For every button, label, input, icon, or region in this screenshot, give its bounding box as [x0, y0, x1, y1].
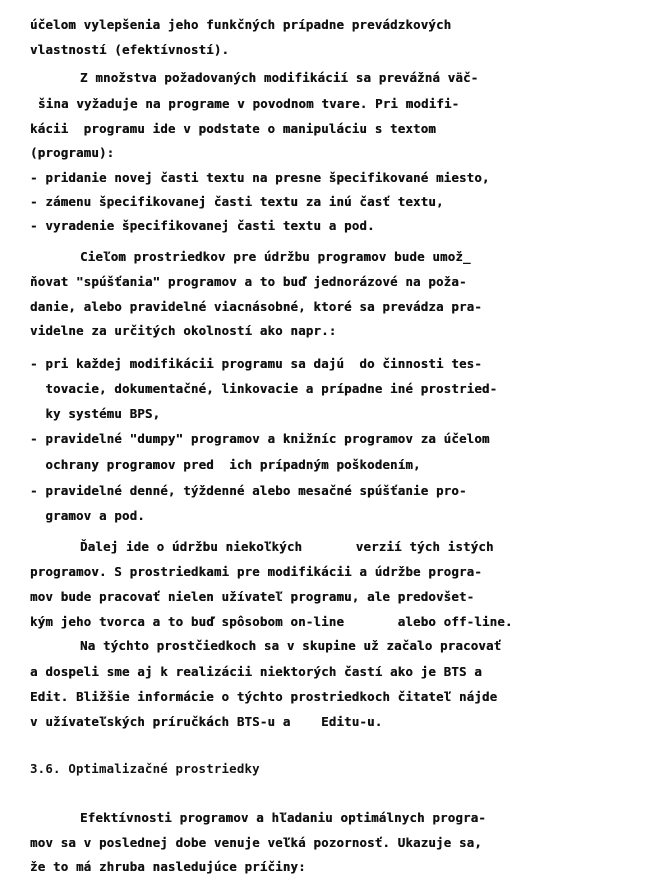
- modification-line-2: šina vyžaduje na programe v povodnom tvare. Pri modifi-: [38, 96, 460, 111]
- modification-list-item-3: - vyradenie špecifikovanej časti textu a pod.: [30, 218, 375, 233]
- work-line-4: v užívateľských príručkách BTS-u a Editu-u.: [30, 714, 383, 729]
- final-line-2: mov sa v poslednej dobe venuje veľká pozornosť. Ukazuje sa,: [30, 835, 482, 850]
- goal-line-1: Cieľom prostriedkov pre údržbu programov bude umož_: [80, 249, 471, 264]
- examples-list-line-2: tovacie, dokumentačné, linkovacie a prípadne iné prostried-: [30, 381, 498, 396]
- section-title: Optimalizačné prostriedky: [68, 761, 260, 776]
- final-line-3: že to má zhruba nasledujúce príčiny:: [30, 859, 306, 874]
- versions-line-3: mov bude pracovať nielen užívateľ programu, ale predovšet-: [30, 589, 475, 604]
- goal-line-4: videlne za určitých okolností ako napr.:: [30, 323, 337, 338]
- work-line-3: Edit. Bližšie informácie o týchto prostriedkoch čitateľ nájde: [30, 689, 498, 704]
- examples-list-line-1: - pri každej modifikácii programu sa dajú do činnosti tes-: [30, 356, 482, 371]
- modification-line-3: kácii programu ide v podstate o manipuláciu s textom: [30, 121, 436, 136]
- modification-list-item-2: - zámenu špecifikovanej časti textu za inú časť textu,: [30, 194, 444, 209]
- versions-line-4: kým jeho tvorca a to buď spôsobom on-line alebo off-line.: [30, 614, 513, 629]
- work-line-1: Na týchto prostčiedkoch sa v skupine už začalo pracovať: [80, 638, 502, 653]
- versions-line-1: Ďalej ide o údržbu niekoľkých verzií tých istých: [80, 539, 494, 554]
- examples-list-line-4: - pravidelné "dumpy" programov a knižníc programov za účelom: [30, 431, 490, 446]
- intro-line-2: vlastností (efektívností).: [30, 42, 230, 57]
- final-line-1: Efektívnosti programov a hľadaniu optimálnych progra-: [80, 810, 486, 825]
- versions-line-2: programov. S prostriedkami pre modifikácii a údržbe progra-: [30, 564, 482, 579]
- modification-line-4: (programu):: [30, 145, 115, 160]
- section-number: 3.6.: [30, 761, 61, 776]
- examples-list-line-7: gramov a pod.: [30, 508, 145, 523]
- modification-list-item-1: - pridanie novej časti textu na presne špecifikované miesto,: [30, 170, 490, 185]
- goal-line-2: ňovat "spúšťania" programov a to buď jednorázové na poža-: [30, 274, 467, 289]
- examples-list-line-5: ochrany programov pred ich prípadným poškodením,: [30, 457, 421, 472]
- intro-line-1: účelom vylepšenia jeho funkčných prípadne prevádzkových: [30, 17, 452, 32]
- modification-line-1: Z množstva požadovaných modifikácií sa prevážná väč-: [80, 70, 479, 85]
- examples-list-line-3: ky systému BPS,: [30, 406, 161, 421]
- section-heading: [30, 761, 260, 777]
- goal-line-3: danie, alebo pravidelné viacnásobné, ktoré sa prevádza pra-: [30, 299, 482, 314]
- work-line-2: a dospeli sme aj k realizácii niektorých častí ako je BTS a: [30, 664, 482, 679]
- examples-list-line-6: - pravidelné denné, týždenné alebo mesačné spúšťanie pro-: [30, 483, 467, 498]
